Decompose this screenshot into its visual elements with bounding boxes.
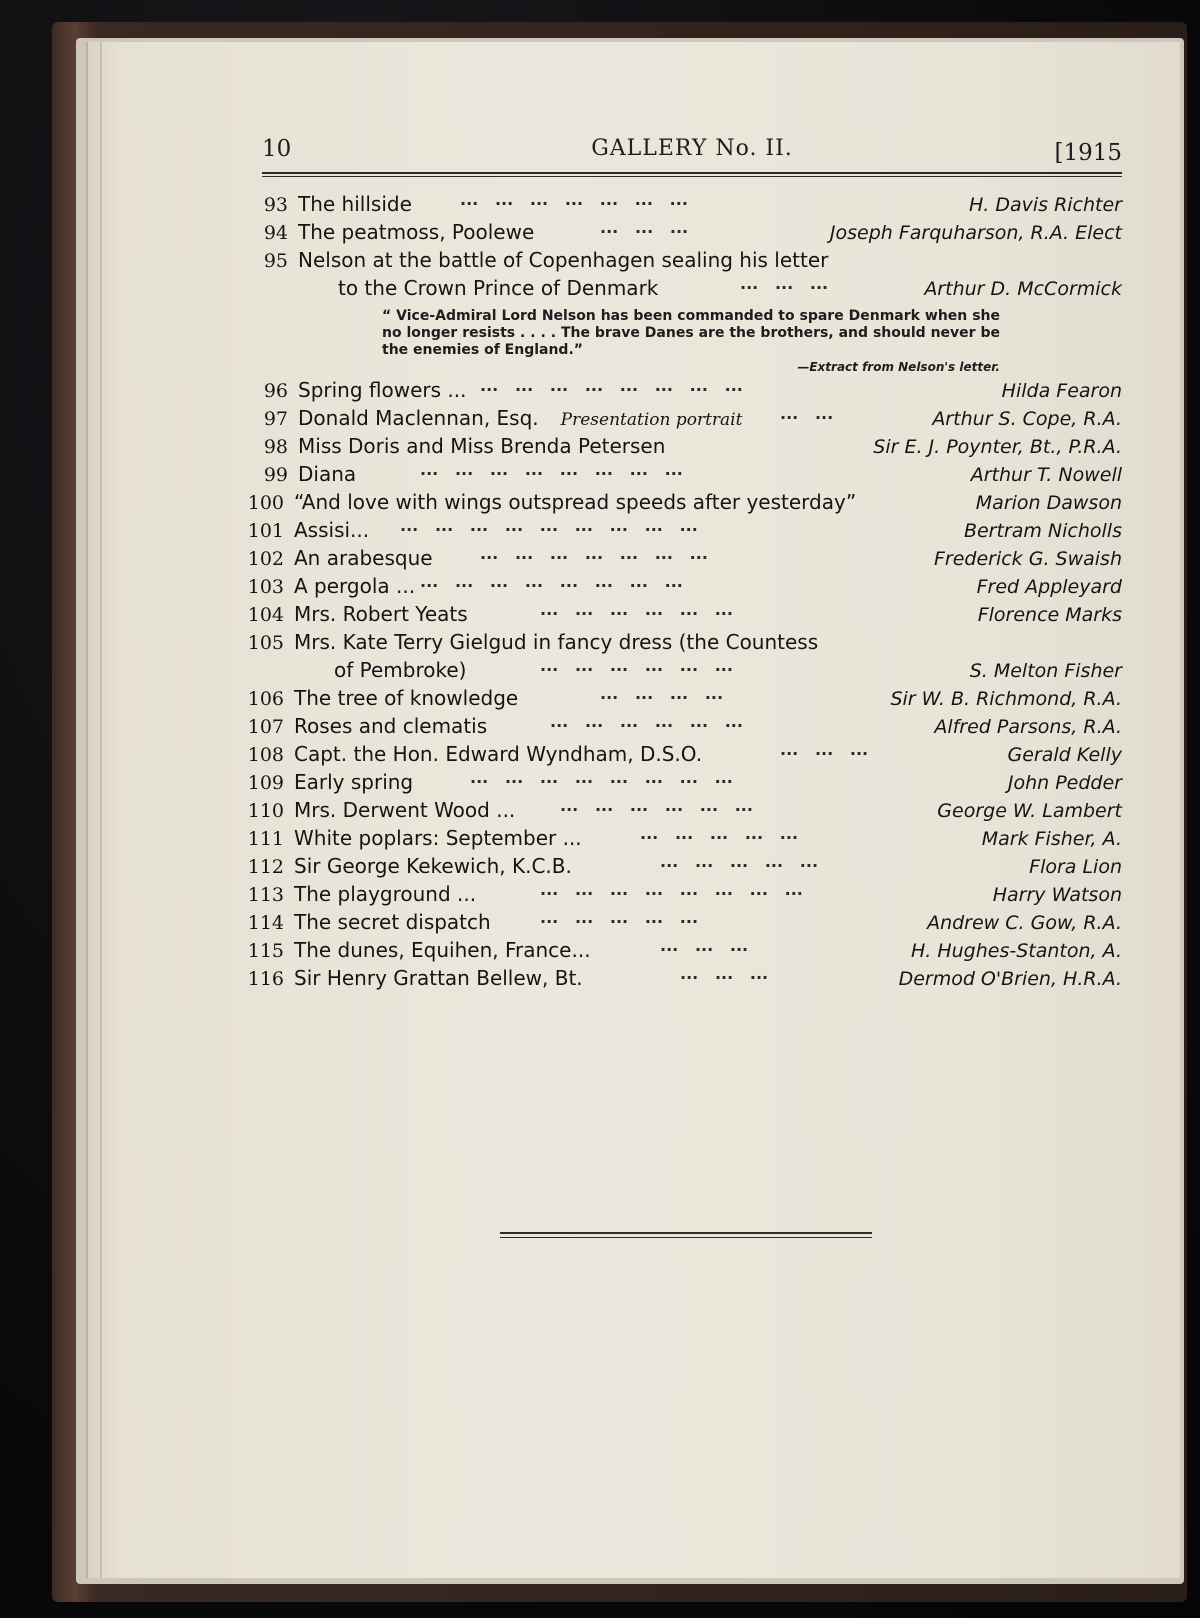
header-rule <box>262 172 1122 174</box>
leader-dots: ... ... ... ... ... ... <box>540 600 733 619</box>
entry-number: 98 <box>263 436 288 458</box>
entry-number: 110 <box>247 800 284 822</box>
entry-title <box>294 490 856 514</box>
entry-title <box>298 192 412 216</box>
leader-dots: ... ... ... ... ... ... ... ... <box>480 376 743 395</box>
entry-number: 106 <box>247 688 284 710</box>
entry-title-text: Donald Maclennan, Esq. <box>298 406 539 430</box>
entry-row <box>236 742 1122 770</box>
entry-row <box>236 966 1122 994</box>
entry-artist: Marion Dawson <box>975 492 1122 514</box>
entry-title <box>298 378 466 402</box>
entry-title <box>298 406 742 430</box>
entry-number: 105 <box>247 632 284 654</box>
entry-title-text: The playground ... <box>294 882 477 906</box>
gallery-title: GALLERY No. II. <box>591 136 793 161</box>
entry-title-text: Mrs. Robert Yeats <box>294 602 468 626</box>
entry-artist: Frederick G. Swaish <box>933 548 1122 570</box>
entry-title-text: The hillside <box>298 192 412 216</box>
entry-title <box>334 658 466 682</box>
entry-number: 96 <box>263 380 288 402</box>
entry-row <box>236 686 1122 714</box>
entry-title-text: Nelson at the battle of Copenhagen sealing his letter <box>298 248 829 272</box>
entry-title-text: The tree of knowledge <box>294 686 519 710</box>
entry-artist: Sir E. J. Poynter, Bt., P.R.A. <box>873 436 1122 458</box>
entry-artist: John Pedder <box>1007 772 1122 794</box>
entry-title <box>294 518 369 542</box>
entry-artist: H. Davis Richter <box>968 194 1122 216</box>
entry-title <box>294 742 702 766</box>
entry-title <box>294 630 818 654</box>
entry-artist: Florence Marks <box>977 604 1122 626</box>
entry-number: 94 <box>263 222 288 244</box>
entry-title-text: Capt. the Hon. Edward Wyndham, D.S.O. <box>294 742 703 766</box>
entry-title <box>294 966 583 990</box>
entry-title <box>338 276 658 300</box>
entry-title-text: Mrs. Derwent Wood ... <box>294 798 516 822</box>
presentation-note: Presentation portrait <box>560 410 743 430</box>
entry-artist: Arthur S. Cope, R.A. <box>932 408 1122 430</box>
entry-row <box>236 714 1122 742</box>
leader-dots: ... ... ... ... ... ... ... ... <box>420 572 683 591</box>
leader-dots: ... ... ... ... ... ... <box>550 712 743 731</box>
catalogue-year: [1915 <box>1054 140 1122 166</box>
entry-title <box>294 602 468 626</box>
leader-dots: ... ... ... ... <box>600 684 724 703</box>
entry-title <box>298 434 665 458</box>
entry-title <box>294 882 476 906</box>
entry-title-text: Roses and clematis <box>294 714 488 738</box>
entry-title-text: A pergola ... <box>294 574 416 598</box>
entry-number: 111 <box>247 828 284 850</box>
leader-dots: ... ... ... <box>660 936 749 955</box>
entry-number: 99 <box>263 464 288 486</box>
entry-title <box>294 826 582 850</box>
entry-row <box>240 276 1122 304</box>
leader-dots: ... ... ... ... ... ... ... <box>460 190 688 209</box>
entry-row <box>240 248 1122 276</box>
entry-number: 101 <box>247 520 284 542</box>
entry-number: 112 <box>247 856 284 878</box>
entry-number: 95 <box>263 250 288 272</box>
leader-dots: ... ... ... ... ... ... ... <box>480 544 708 563</box>
entry-artist: S. Melton Fisher <box>969 660 1122 682</box>
header-rule-thin <box>262 176 1122 177</box>
entry-row <box>240 434 1122 462</box>
entry-row <box>236 546 1122 574</box>
entry-row <box>236 574 1122 602</box>
entry-title-text: Diana <box>298 462 357 486</box>
entry-title-text: Mrs. Kate Terry Gielgud in fancy dress (the Countess <box>294 630 819 654</box>
entry-title-text: An arabesque <box>294 546 433 570</box>
leader-dots: ... ... ... ... ... ... ... ... <box>470 768 733 787</box>
leader-dots: ... ... ... ... ... <box>540 908 699 927</box>
entry-row <box>236 630 1122 658</box>
entry-number: 109 <box>247 772 284 794</box>
entry-title <box>294 714 487 738</box>
entry-artist: Mark Fisher, A. <box>981 828 1122 850</box>
entry-title <box>294 770 413 794</box>
page-edge <box>100 42 102 1578</box>
entry-number: 113 <box>247 884 284 906</box>
entry-title-text: The dunes, Equihen, France... <box>294 938 591 962</box>
entry-title <box>294 854 572 878</box>
entry-row <box>236 854 1122 882</box>
entry-artist: Bertram Nicholls <box>963 520 1122 542</box>
entry-artist: George W. Lambert <box>937 800 1122 822</box>
entry-title-text: of Pembroke) <box>334 658 467 682</box>
entry-artist: Hilda Fearon <box>1001 380 1122 402</box>
entry-row <box>236 602 1122 630</box>
entry-artist: Fred Appleyard <box>976 576 1122 598</box>
entry-artist: Gerald Kelly <box>1007 744 1122 766</box>
entry-title-text: The peatmoss, Poolewe <box>298 220 535 244</box>
leader-dots: ... ... <box>780 404 834 423</box>
leader-dots: ... ... ... ... ... ... <box>560 796 753 815</box>
entry-row <box>236 490 1122 518</box>
entry-row <box>236 910 1122 938</box>
entry-artist: Harry Watson <box>992 884 1122 906</box>
leader-dots: ... ... ... <box>740 274 829 293</box>
entry-artist: Joseph Farquharson, R.A. Elect <box>829 222 1122 244</box>
leader-dots: ... ... ... <box>680 964 769 983</box>
leader-dots: ... ... ... <box>780 740 869 759</box>
entry-number: 102 <box>247 548 284 570</box>
leader-dots: ... ... ... ... ... <box>640 824 799 843</box>
quote-text: “ Vice-Admiral Lord Nelson has been commanded to spare Denmark when she no longer resists . . . . The brave Danes are the brothers, and should never be the enemies of England.” <box>382 308 1000 358</box>
entry-title <box>294 938 591 962</box>
entry-row <box>236 770 1122 798</box>
leader-dots: ... ... ... <box>600 218 689 237</box>
entry-row <box>236 882 1122 910</box>
entry-title <box>294 798 515 822</box>
entry-row <box>240 462 1122 490</box>
entry-row <box>240 378 1122 406</box>
entry-title-text: Sir George Kekewich, K.C.B. <box>294 854 572 878</box>
entry-artist: Arthur D. McCormick <box>924 278 1122 300</box>
entry-title <box>294 910 491 934</box>
entry-title-text: Spring flowers ... <box>298 378 467 402</box>
leader-dots: ... ... ... ... ... ... ... ... <box>420 460 683 479</box>
page-header <box>262 132 1122 172</box>
end-rule <box>500 1232 872 1234</box>
entry-artist: H. Hughes-Stanton, A. <box>910 940 1122 962</box>
entry-number: 93 <box>263 194 288 216</box>
leader-dots: ... ... ... ... ... ... <box>540 656 733 675</box>
quote-source: —Extract from Nelson's letter. <box>797 360 1000 374</box>
nelson-quote <box>382 308 1000 377</box>
entry-title <box>298 462 356 486</box>
entry-title <box>294 686 518 710</box>
entry-title-text: Early spring <box>294 770 414 794</box>
entry-title <box>298 220 534 244</box>
entry-artist: Arthur T. Nowell <box>970 464 1122 486</box>
entry-number: 103 <box>247 576 284 598</box>
page-number: 10 <box>262 136 292 162</box>
entry-row <box>236 518 1122 546</box>
entry-title-text: “And love with wings outspread speeds after yesterday” <box>294 490 857 514</box>
entry-title-text: to the Crown Prince of Denmark <box>338 276 659 300</box>
entry-number: 97 <box>263 408 288 430</box>
entry-number: 107 <box>247 716 284 738</box>
entry-row <box>236 826 1122 854</box>
entry-number: 104 <box>247 604 284 626</box>
entry-row <box>240 192 1122 220</box>
entry-title <box>294 546 433 570</box>
leader-dots: ... ... ... ... ... ... ... ... <box>540 880 803 899</box>
entry-number: 108 <box>247 744 284 766</box>
entry-artist: Andrew C. Gow, R.A. <box>927 912 1122 934</box>
entry-artist: Flora Lion <box>1029 856 1122 878</box>
entry-number: 115 <box>247 940 284 962</box>
leader-dots: ... ... ... ... ... ... ... ... ... <box>400 516 698 535</box>
entry-number: 114 <box>247 912 284 934</box>
entry-row <box>236 798 1122 826</box>
entry-number: 100 <box>247 492 284 514</box>
entry-row <box>240 220 1122 248</box>
entry-row <box>236 658 1122 686</box>
entry-title-text: Sir Henry Grattan Bellew, Bt. <box>294 966 583 990</box>
entry-title-text: The secret dispatch <box>294 910 491 934</box>
entry-title <box>298 248 828 272</box>
entry-artist: Dermod O'Brien, H.R.A. <box>898 968 1122 990</box>
entry-title-text: White poplars: September ... <box>294 826 582 850</box>
entry-title-text: Miss Doris and Miss Brenda Petersen <box>298 434 666 458</box>
leader-dots: ... ... ... ... ... <box>660 852 819 871</box>
end-rule-thin <box>500 1237 872 1238</box>
entry-title-text: Assisi... <box>294 518 370 542</box>
entry-number: 116 <box>247 968 284 990</box>
entry-artist: Sir W. B. Richmond, R.A. <box>890 688 1122 710</box>
entry-row <box>236 938 1122 966</box>
entry-row <box>240 406 1122 434</box>
entry-title <box>294 574 415 598</box>
entry-artist: Alfred Parsons, R.A. <box>934 716 1122 738</box>
